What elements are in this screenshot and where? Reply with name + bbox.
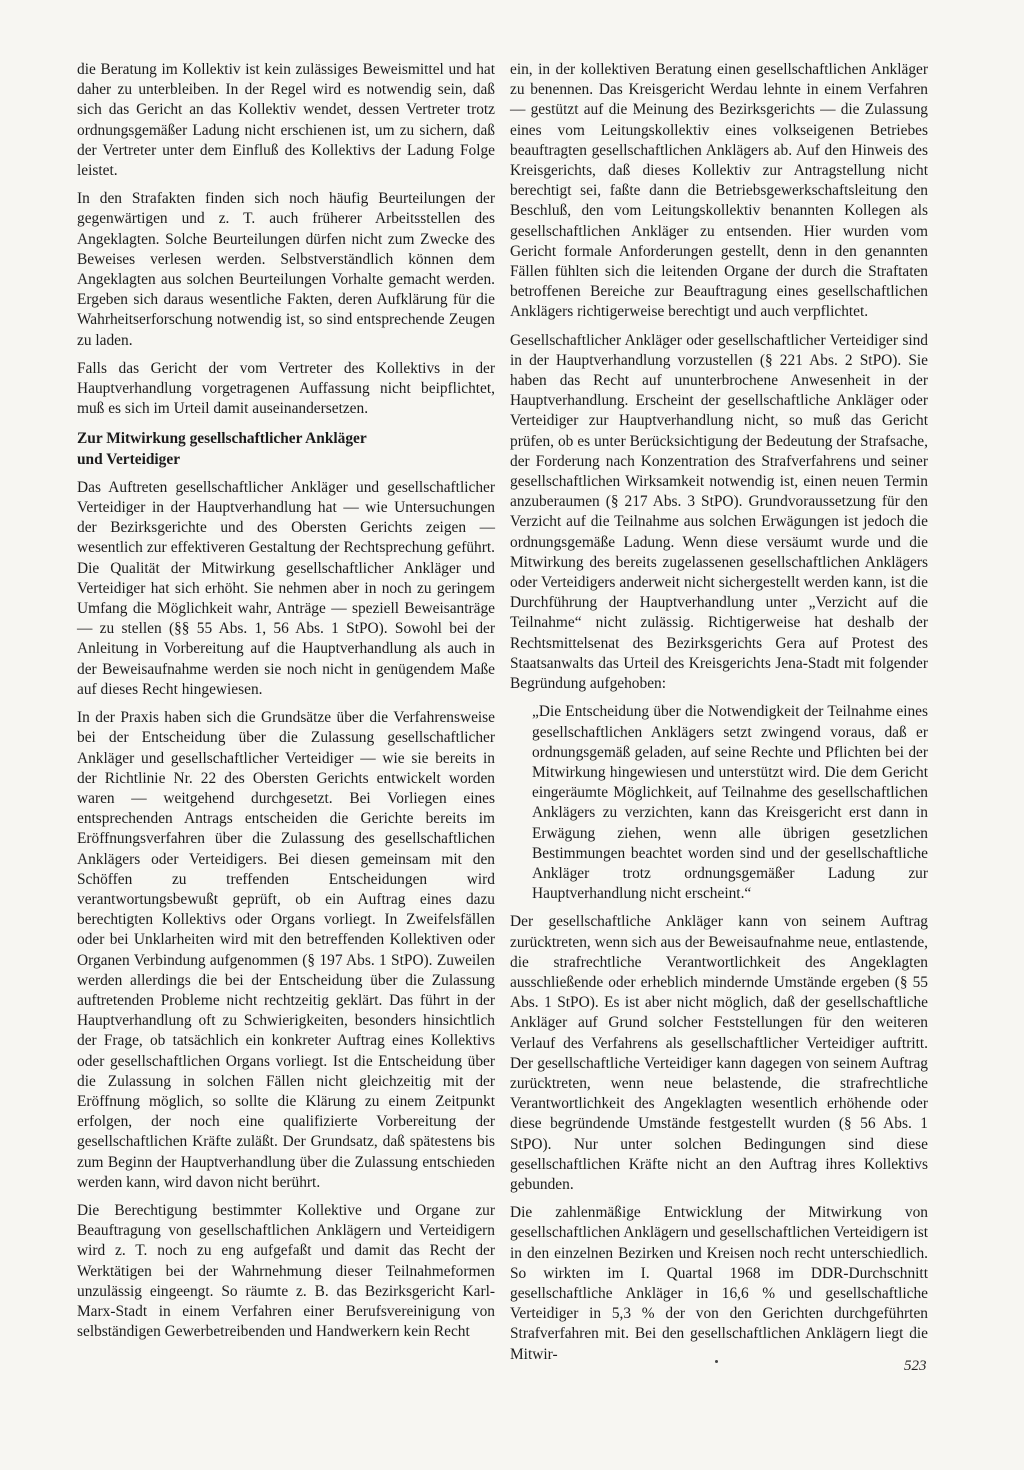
paragraph: Die Berechtigung bestimmter Kollektive und Organe zur Beauftragung von gesellschaftlichen Anklägern und Verteidigern wird z. T. noch zu eng aufgefaßt und damit das Recht der Werktätigen bei der Wahrnehmung dieser Teilnahmeformen unzulässig eingeengt. So räumte z. B. das Bezirksgericht Karl-Marx-Stadt in einem Verfahren einer Berufsvereinigung von selbständigen Gewerbetreibenden und Handwerkern kein Recht xyxy=(77,1201,495,1341)
left-column xyxy=(77,60,495,1350)
paragraph: Das Auftreten gesellschaftlicher Ankläger und gesellschaftlicher Verteidiger in der Hauptverhandlung hat — wie Untersuchungen der Bezirksgerichte und des Obersten Gerichts zeigen — wesentlich zur effektiveren Gestaltung der Rechtsprechung geführt. Die Qualität der Mitwirkung gesellschaftlicher Ankläger und Verteidiger hat sich erhöht. Sie nehmen aber in noch zu geringem Umfang die Möglichkeit wahr, Anträge — speziell Beweisanträge — zu stellen (§§ 55 Abs. 1, 56 Abs. 1 StPO). Sowohl bei der Anleitung in Vorbereitung auf die Hauptverhandlung als auch in der Beweisaufnahme werden sie noch nicht in genügendem Maße auf dieses Recht hingewiesen. xyxy=(77,478,495,698)
page-number: 523 xyxy=(904,1358,927,1374)
paragraph: In den Strafakten finden sich noch häufig Beurteilungen der gegenwärtigen und z. T. auch früherer Arbeitsstellen des Angeklagten. Solche Beurteilungen dürfen nicht zum Zwecke des Beweises verlesen werden. Selbstverständlich können dem Angeklagten aus solchen Beurteilungen Vorhalte gemacht werden. Ergeben sich daraus wesentliche Fakten, deren Aufklärung für die Wahrheitserforschung notwendig ist, so sind entsprechende Zeugen zu laden. xyxy=(77,190,495,349)
section-heading xyxy=(77,429,495,469)
paragraph: ein, in der kollektiven Beratung einen gesellschaftlichen Ankläger zu benennen. Das Kreisgericht Werdau lehnte in einem Verfahren — gestützt auf die Meinung des Bezirksgerichts — die Zulassung eines vom Leitungskollektiv eines volkseigenen Betriebes beauftragten gesellschaftlichen Anklägers ab. Auf den Hinweis des Kreisgerichts, daß dieses Kollektiv zur Antragstellung nicht berechtigt sei, faßte dann die Betriebsgewerkschaftsleitung den Beschluß, den vom Leitungskollektiv benannten Kollegen als gesellschaftlichen Ankläger zu entsenden. Hier wurden vom Gericht formale Anforderungen gestellt, denn in den genannten Fällen fühlten sich die leitenden Organe der durch die Straftaten betroffenen Bereiche zur Beauftragung eines gesellschaftlichen Anklägers richtigerweise berechtigt und auch verpflichtet. xyxy=(510,61,928,321)
paragraph: In der Praxis haben sich die Grundsätze über die Verfahrensweise bei der Entscheidung über die Zulassung gesellschaftlicher Ankläger und gesellschaftlicher Verteidiger — wie sie bereits in der Richtlinie Nr. 22 des Obersten Gerichts entwickelt worden waren — weitgehend durchgesetzt. Bei Vorliegen eines entsprechenden Antrags entscheiden die Gerichte bereits im Eröffnungsverfahren über die Zulassung des gesellschaftlichen Anklägers oder Verteidigers. Bei diesen gemeinsam mit den Schöffen zu treffenden Entscheidungen wird verantwortungsbewußt geprüft, ob ein Auftrag eines dazu berechtigten Kollektivs oder Organs vorliegt. In Zweifelsfällen oder bei Unklarheiten wird mit den betreffenden Kollektiven oder Organen Verbindung aufgenommen (§ 197 Abs. 1 StPO). Zuweilen werden allerdings die bei der Entscheidung über die Zulassung auftretenden Probleme nicht rechtzeitig geklärt. Das führt in der Hauptverhandlung oft zu Schwierigkeiten, besonders hinsichtlich der Frage, ob tatsächlich ein konkreter Auftrag eines Kollektivs oder gesellschaftlichen Organs vorliegt. Ist die Entscheidung über die Zulassung in solchen Fällen nicht gleichzeitig mit der Eröffnung möglich, so sollte die Klärung zu einem Zeitpunkt erfolgen, der noch eine qualifizierte Vorbereitung der gesellschaftlichen Kräfte zuläßt. Der Grundsatz, daß spätestens bis zum Beginn der Hauptverhandlung über die Zulassung entschieden werden kann, wird davon nicht berührt. xyxy=(77,709,495,1191)
paragraph: Falls das Gericht der vom Vertreter des Kollektivs in der Hauptverhandlung vorgetragenen Auffassung nicht beipflichtet, muß es sich im Urteil damit auseinandersetzen. xyxy=(77,359,495,418)
stray-mark xyxy=(715,1360,718,1363)
heading-line: und Verteidiger xyxy=(77,450,181,468)
block-quote: „Die Entscheidung über die Notwendigkeit der Teilnahme eines gesellschaftlichen Anklägers setzt zwingend voraus, daß er ordnungsgemäß geladen, auf seine Rechte und Pflichten bei der Mitwirkung hingewiesen und unterstützt wird. Die dem Gericht eingeräumte Möglichkeit, auf Teilnahme des gesellschaftlichen Anklägers zu verzichten, kann das Kreisgericht erst dann in Erwägung ziehen, wenn alle übrigen gesetzlichen Bestimmungen beachtet worden sind und der gesellschaftliche Ankläger trotz ordnungsgemäßer Ladung zur Hauptverhandlung nicht erscheint.“ xyxy=(532,703,928,903)
paragraph: die Beratung im Kollektiv ist kein zulässiges Beweismittel und hat daher zu unterbleiben. In der Regel wird es notwendig sein, daß sich das Gericht an das Kollektiv wendet, dessen Vertreter trotz ordnungsgemäßer Ladung nicht erschienen ist, um zu sichern, daß der Vertreter unter dem Einfluß des Kollektivs der Ladung Folge leistet. xyxy=(77,61,495,180)
paragraph: Die zahlenmäßige Entwicklung der Mitwirkung von gesellschaftlichen Anklägern und gesellschaftlichen Verteidigern ist in den einzelnen Bezirken und Kreisen noch recht unterschiedlich. So wirkten im I. Quartal 1968 im DDR-Durchschnitt gesellschaftliche Ankläger in 16,6 % und gesellschaftliche Verteidiger in 5,3 % der von den Gerichten durchgeführten Strafverfahren mit. Bei den gesellschaftlichen Anklägern liegt die Mitwir- xyxy=(510,1204,928,1363)
heading-line: Zur Mitwirkung gesellschaftlicher Ankläger xyxy=(77,430,367,448)
paragraph: Gesellschaftlicher Ankläger oder gesellschaftlicher Verteidiger sind in der Hauptverhandlung vorzustellen (§ 221 Abs. 2 StPO). Sie haben das Recht auf ununterbrochene Anwesenheit in der Hauptverhandlung. Erscheint der gesellschaftliche Ankläger oder Verteidiger zur Hauptverhandlung nicht, so muß das Gericht prüfen, ob es unter Berücksichtigung der Bedeutung der Strafsache, der Forderung nach Konzentration des Strafverfahrens und seiner gesellschaftlichen Wirksamkeit notwendig ist, einen neuen Termin anzuberaumen (§ 217 Abs. 3 StPO). Grundvoraussetzung für den Verzicht auf die Teilnahme aus solchen Erwägungen ist jedoch die ordnungsgemäße Ladung. Wenn diese versäumt wurde und die Mitwirkung des bereits zugelassenen gesellschaftlichen Anklägers oder Verteidigers anderweit nicht sichergestellt werden kann, ist die Durchführung der Hauptverhandlung unter „Verzicht auf die Teilnahme“ nicht zulässig. Richtigerweise hat deshalb der Rechtsmittelsenat des Bezirksgerichts Gera auf Protest des Staatsanwalts das Urteil des Kreisgerichts Jena-Stadt mit folgender Begründung aufgehoben: xyxy=(510,331,928,693)
paragraph: Der gesellschaftliche Ankläger kann von seinem Auftrag zurücktreten, wenn sich aus der Beweisaufnahme neue, entlastende, die strafrechtliche Verantwortlichkeit des Angeklagten ausschließende oder erheblich mindernde Umstände ergeben (§ 55 Abs. 1 StPO). Es ist aber nicht möglich, daß der gesellschaftliche Ankläger auf Grund solcher Feststellungen für den weiteren Verlauf des Verfahrens als gesellschaftlicher Verteidiger auftritt. Der gesellschaftliche Verteidiger kann dagegen von seinem Auftrag zurücktreten, wenn neue belastende, die strafrechtliche Verantwortlichkeit des Angeklagten wesentlich erhöhende oder diese begründende Umstände festgestellt wurden (§ 56 Abs. 1 StPO). Nur unter solchen Bedingungen sind diese gesellschaftlichen Kräfte nicht an den Auftrag ihres Kollektivs gebunden. xyxy=(510,913,928,1193)
right-column xyxy=(510,60,928,1373)
